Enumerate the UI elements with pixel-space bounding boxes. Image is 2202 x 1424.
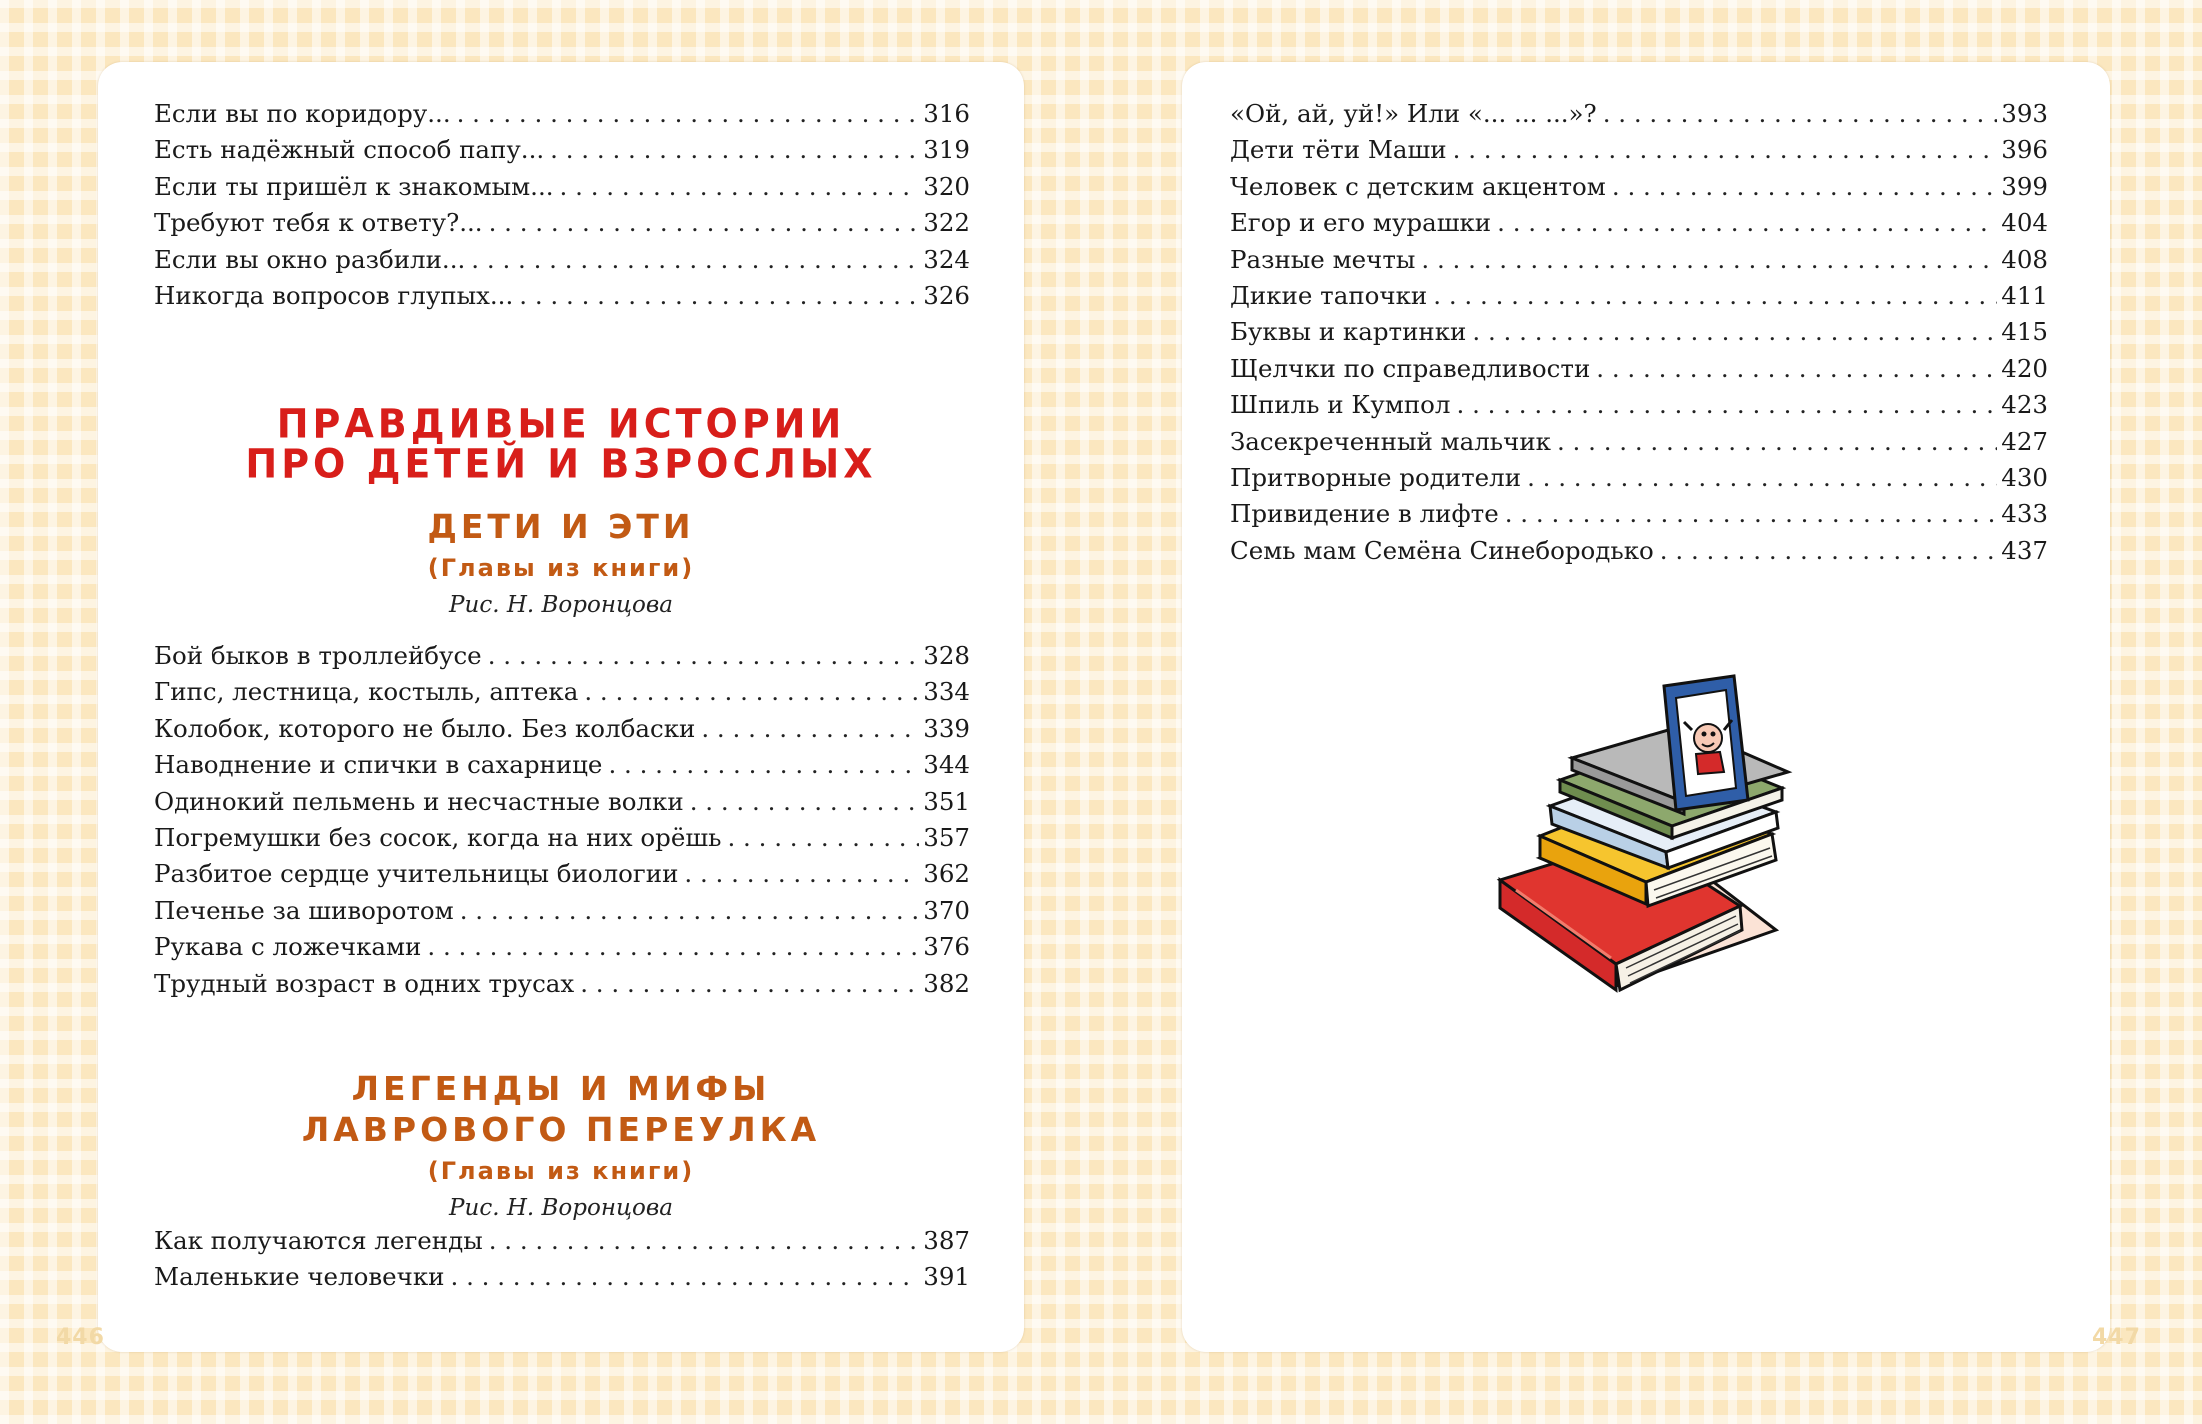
toc-entry bbox=[154, 711, 970, 747]
toc-entry-title: Привидение в лифте bbox=[1230, 499, 1499, 529]
toc-entry-page: 415 bbox=[2001, 317, 2048, 347]
toc-entry-page: 396 bbox=[2001, 135, 2048, 165]
toc-entry-title: Требуют тебя к ответу?... bbox=[154, 208, 483, 238]
toc-entry-title: «Ой, ай, уй!» Или «... ... ...»? bbox=[1230, 99, 1597, 128]
toc-entry-page: 404 bbox=[2001, 208, 2048, 238]
toc-entry-page: 320 bbox=[923, 171, 970, 201]
toc-leader-dots bbox=[460, 893, 920, 929]
toc-entry-title: Щелчки по справедливости bbox=[1230, 353, 1591, 383]
toc-entry bbox=[154, 242, 970, 278]
toc-entry bbox=[154, 784, 970, 820]
toc-entry-title: Есть надёжный способ папу... bbox=[154, 135, 545, 165]
toc-leader-dots bbox=[427, 929, 919, 965]
toc-entry-title: Наводнение и спички в сахарнице bbox=[154, 750, 603, 780]
toc-entry-page: 334 bbox=[923, 677, 970, 707]
toc-entry-page: 326 bbox=[923, 280, 970, 310]
toc-leader-dots bbox=[488, 638, 920, 674]
toc-entry bbox=[154, 893, 970, 929]
toc-entry bbox=[1230, 496, 2048, 532]
toc-entry-page: 420 bbox=[2001, 353, 2048, 383]
toc-entry-title: Засекреченный мальчик bbox=[1230, 426, 1551, 456]
toc-leader-dots bbox=[489, 1223, 920, 1259]
toc-entry-page: 316 bbox=[923, 99, 970, 128]
toc-entry bbox=[154, 169, 970, 205]
toc-leader-dots bbox=[580, 966, 919, 1002]
toc-leader-dots bbox=[1453, 132, 1998, 168]
toc-leader-dots bbox=[1603, 96, 1998, 132]
toc-leader-dots bbox=[584, 674, 919, 710]
toc-entry-page: 411 bbox=[2001, 280, 2048, 310]
toc-entry-page: 328 bbox=[923, 641, 970, 670]
toc-entry bbox=[1230, 387, 2048, 423]
toc-leader-dots bbox=[1505, 496, 1998, 532]
toc-leader-dots bbox=[519, 278, 919, 314]
toc-leader-dots bbox=[1472, 314, 1997, 350]
toc-entry bbox=[154, 856, 970, 892]
left-page bbox=[98, 62, 1024, 1352]
toc-entry-page: 319 bbox=[923, 135, 970, 165]
toc-entry-page: 393 bbox=[2001, 99, 2048, 128]
toc-entry-title: Если вы по коридору... bbox=[154, 99, 451, 128]
toc-leader-dots bbox=[701, 711, 919, 747]
subsection-title-legendy-line2: ЛАВРОВОГО ПЕРЕУЛКА bbox=[301, 1110, 821, 1149]
toc-entry-title: Бой быков в троллейбусе bbox=[154, 641, 482, 670]
toc-entry-title: Егор и его мурашки bbox=[1230, 208, 1492, 238]
toc-entry-title: Дети тёти Маши bbox=[1230, 135, 1447, 165]
toc-entry bbox=[1230, 533, 2048, 569]
illustrator-credit-deti: Рис. Н. Воронцова bbox=[449, 592, 673, 618]
toc-entry bbox=[154, 1259, 970, 1295]
toc-entry-page: 322 bbox=[923, 208, 970, 238]
toc-entry bbox=[1230, 351, 2048, 387]
toc-entry-title: Если ты пришёл к знакомым... bbox=[154, 171, 554, 201]
toc-leader-dots bbox=[690, 784, 920, 820]
toc-leader-dots bbox=[471, 242, 919, 278]
page-number-left: 446 bbox=[56, 1325, 105, 1350]
toc-entry-page: 427 bbox=[2001, 426, 2048, 456]
toc-entry-title: Дикие тапочки bbox=[1230, 280, 1428, 310]
toc-entry-title: Как получаются легенды bbox=[154, 1226, 483, 1255]
toc-entry-title: Погремушки без сосок, когда на них орёшь bbox=[154, 822, 722, 852]
toc-leader-dots bbox=[1433, 278, 1997, 314]
toc-entry-title: Одинокий пельмень и несчастные волки bbox=[154, 786, 684, 816]
toc-entry-title: Гипс, лестница, костыль, аптека bbox=[154, 677, 579, 707]
toc-entry bbox=[154, 747, 970, 783]
toc-entry-page: 437 bbox=[2001, 535, 2048, 565]
section-heading-line1: ПРАВДИВЫЕ ИСТОРИИ bbox=[276, 400, 846, 448]
toc-leader-dots bbox=[1596, 351, 1997, 387]
toc-entry bbox=[1230, 314, 2048, 350]
books-stack-icon bbox=[1486, 668, 1834, 998]
toc-entry bbox=[154, 205, 970, 241]
toc-list-legendy bbox=[154, 1223, 970, 1296]
illustrator-credit-legendy: Рис. Н. Воронцова bbox=[449, 1195, 673, 1221]
toc-entry-title: Семь мам Семёна Синебородько bbox=[1230, 535, 1654, 565]
toc-entry-title: Разные мечты bbox=[1230, 244, 1416, 274]
toc-list-deti bbox=[154, 638, 970, 1002]
toc-entry bbox=[1230, 169, 2048, 205]
toc-entry-page: 433 bbox=[2001, 499, 2048, 529]
toc-leader-dots bbox=[1557, 424, 1997, 460]
toc-entry bbox=[154, 966, 970, 1002]
toc-entry-title: Никогда вопросов глупых... bbox=[154, 280, 514, 310]
subsection-note-deti: (Главы из книги) bbox=[427, 554, 695, 582]
toc-entry-title: Шпиль и Кумпол bbox=[1230, 390, 1451, 420]
toc-entry-page: 362 bbox=[923, 859, 970, 889]
toc-entry bbox=[154, 96, 970, 132]
toc-entry bbox=[154, 929, 970, 965]
toc-entry bbox=[154, 132, 970, 168]
toc-leader-dots bbox=[550, 132, 919, 168]
toc-leader-dots bbox=[451, 1259, 920, 1295]
toc-leader-dots bbox=[1457, 387, 1998, 423]
toc-entry-page: 339 bbox=[923, 713, 970, 743]
toc-entry-title: Трудный возраст в одних трусах bbox=[154, 968, 575, 998]
toc-leader-dots bbox=[684, 856, 919, 892]
toc-entry-title: Колобок, которого не было. Без колбаски bbox=[154, 713, 696, 743]
toc-leader-dots bbox=[489, 205, 920, 241]
subsection-title-deti: ДЕТИ И ЭТИ bbox=[427, 507, 695, 546]
toc-entry-title: Маленькие человечки bbox=[154, 1262, 445, 1292]
portrait-frame bbox=[1664, 676, 1748, 810]
toc-leader-dots bbox=[1527, 460, 1997, 496]
toc-entry bbox=[154, 1223, 970, 1259]
toc-entry-title: Рукава с ложечками bbox=[154, 932, 422, 962]
section-heading-line2: ПРО ДЕТЕЙ И ВЗРОСЛЫХ bbox=[245, 440, 877, 488]
toc-entry-page: 423 bbox=[2001, 390, 2048, 420]
toc-leader-dots bbox=[1660, 533, 1997, 569]
toc-entry bbox=[1230, 424, 2048, 460]
toc-entry-page: 370 bbox=[923, 895, 970, 925]
toc-entry bbox=[1230, 205, 2048, 241]
page-number-right: 447 bbox=[2092, 1325, 2141, 1350]
toc-entry-page: 430 bbox=[2001, 462, 2048, 492]
toc-list-top bbox=[154, 96, 970, 314]
toc-leader-dots bbox=[727, 820, 919, 856]
toc-entry-page: 399 bbox=[2001, 171, 2048, 201]
toc-entry bbox=[1230, 278, 2048, 314]
subsection-title-legendy-line1: ЛЕГЕНДЫ И МИФЫ bbox=[351, 1069, 771, 1108]
toc-entry bbox=[1230, 96, 2048, 132]
toc-entry bbox=[1230, 460, 2048, 496]
toc-entry-page: 387 bbox=[923, 1226, 970, 1255]
toc-leader-dots bbox=[1421, 242, 1997, 278]
toc-entry-title: Если вы окно разбили... bbox=[154, 244, 466, 274]
toc-entry-page: 382 bbox=[923, 968, 970, 998]
toc-leader-dots bbox=[608, 747, 919, 783]
toc-entry-title: Человек с детским акцентом bbox=[1230, 171, 1606, 201]
toc-entry bbox=[1230, 132, 2048, 168]
toc-leader-dots bbox=[457, 96, 920, 132]
toc-entry-page: 391 bbox=[923, 1262, 970, 1292]
toc-entry-page: 357 bbox=[923, 822, 970, 852]
toc-entry bbox=[154, 638, 970, 674]
toc-entry bbox=[1230, 242, 2048, 278]
toc-entry-title: Разбитое сердце учительницы биологии bbox=[154, 859, 679, 889]
toc-entry bbox=[154, 820, 970, 856]
toc-leader-dots bbox=[1497, 205, 1997, 241]
toc-entry-title: Печенье за шиворотом bbox=[154, 895, 454, 925]
toc-list-right bbox=[1230, 96, 2048, 569]
toc-entry-page: 344 bbox=[923, 750, 970, 780]
toc-entry-page: 408 bbox=[2001, 244, 2048, 274]
toc-entry bbox=[154, 278, 970, 314]
toc-entry-title: Буквы и картинки bbox=[1230, 317, 1467, 347]
toc-entry-title: Притворные родители bbox=[1230, 462, 1522, 492]
toc-leader-dots bbox=[560, 169, 920, 205]
toc-entry-page: 351 bbox=[923, 786, 970, 816]
subsection-note-legendy: (Главы из книги) bbox=[427, 1157, 695, 1185]
toc-entry-page: 324 bbox=[923, 244, 970, 274]
toc-entry-page: 376 bbox=[923, 932, 970, 962]
toc-entry bbox=[154, 674, 970, 710]
toc-leader-dots bbox=[1612, 169, 1997, 205]
